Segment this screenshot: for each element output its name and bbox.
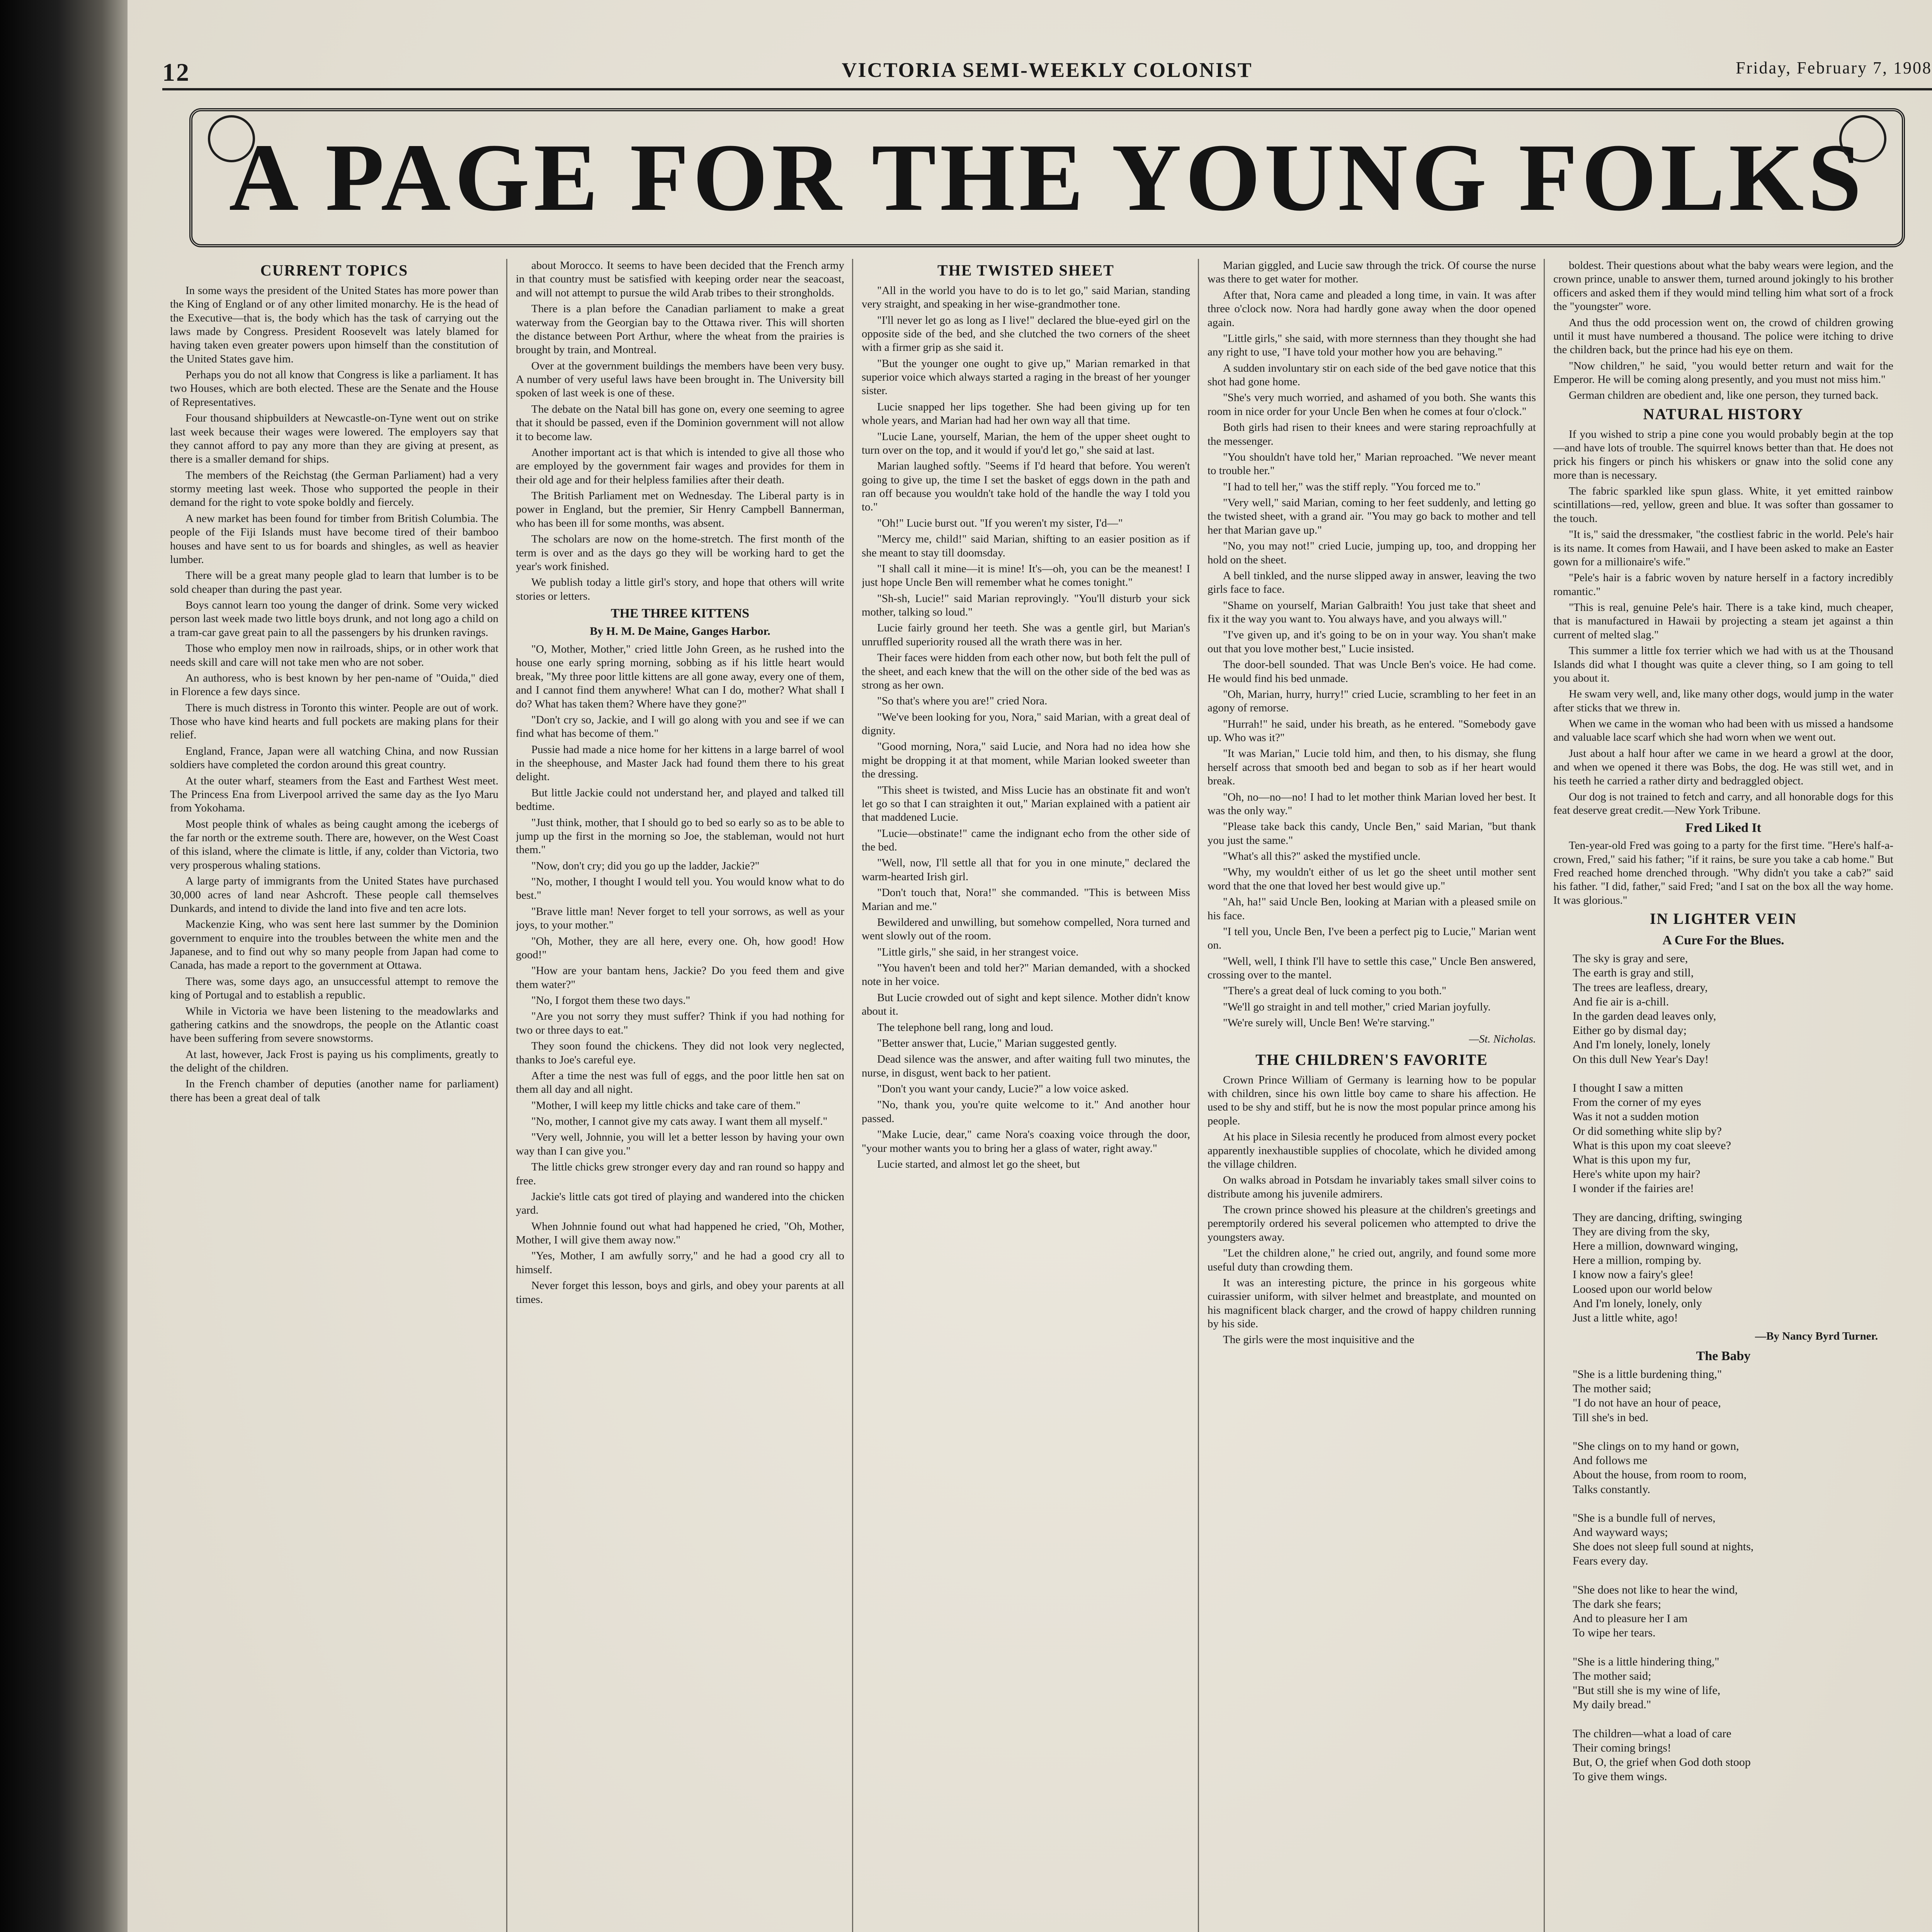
paragraph: A bell tinkled, and the nurse slipped away in answer, leaving the two girls face to face. [1208, 569, 1536, 596]
paragraph: When Johnnie found out what had happened he cried, "Oh, Mother, Mother, I will give them away now." [516, 1220, 844, 1247]
paragraph: "Oh, Mother, they are all here, every one. Oh, how good! How good!" [516, 935, 844, 961]
paragraph: "Don't you want your candy, Lucie?" a low voice asked. [877, 1083, 1129, 1095]
paragraph: boldest. Their questions about what the baby wears were legion, and the crown prince, unable to answer them, turned around jokingly to his brother officers and asked them if they would mind telling him what sort of a frock the "youngster" wore. [1553, 259, 1893, 313]
paragraph: "Hurrah!" he said, under his breath, as he entered. "Somebody gave up. Who was it?" [1208, 718, 1536, 744]
paragraph: about Morocco. It seems to have been decided that the French army in that country must be satisfied with keeping order near the seacoast, and will not attempt to pursue the wild Arab tribes to their strongholds. [516, 259, 844, 299]
paragraph: "What's all this?" asked the mystified uncle. [1223, 850, 1421, 862]
paragraph: Pussie had made a nice home for her kittens in a large barrel of wool in the sheephouse, and Master Jack had found them there to his great delight. [516, 743, 844, 783]
paragraph: At last, however, Jack Frost is paying us his compliments, greatly to the delight of the children. [170, 1048, 498, 1075]
paragraph: "We've been looking for you, Nora," said Marian, with a great deal of dignity. [862, 711, 1190, 737]
paragraph: In the French chamber of deputies (another name for parliament) there has been a great deal of talk [170, 1078, 498, 1104]
paragraph: "Now children," he said, "you would better return and wait for the Emperor. He will be coming along presently, and you must not miss him." [1553, 359, 1893, 386]
paragraph: After that, Nora came and pleaded a long time, in vain. It was after three o'clock now. Nora had hardly gone away when the door opened again. [1208, 289, 1536, 329]
childrens-favorite-heading: THE CHILDREN'S FAVORITE [1255, 1051, 1488, 1068]
page-banner [189, 108, 1905, 247]
twisted-sheet-heading: THE TWISTED SHEET [937, 262, 1114, 279]
paragraph: "Well, now, I'll settle all that for you in one minute," declared the warm-hearted Irish girl. [862, 857, 1190, 883]
column-2 [516, 259, 844, 1932]
paragraph: "Let the children alone," he cried out, angrily, and found some more useful duty than crowding them. [1208, 1247, 1536, 1273]
poem-cure-author: —By Nancy Byrd Turner. [1755, 1330, 1878, 1343]
three-kittens-body [516, 643, 844, 1306]
paragraph: Lucie fairly ground her teeth. She was a gentle girl, but Marian's unruffled superiority roused all the wrath there was in her. [862, 622, 1190, 648]
paragraph: "Mercy me, child!" said Marian, shifting to an easier position as if she meant to stay till doomsday. [862, 533, 1190, 559]
paragraph: "So that's where you are!" cried Nora. [877, 695, 1048, 707]
paragraph: This summer a little fox terrier which we had with us at the Thousand Islands did what I thought was quite a clever thing, so I am going to tell you about it. [1553, 645, 1893, 684]
paragraph: "Good morning, Nora," said Lucie, and Nora had no idea how she might be dropping it at that moment, while Marian looked sweeter than the dressing. [862, 740, 1190, 781]
paragraph: "Well, well, I think I'll have to settle this case," Uncle Ben answered, crossing over to the mantel. [1208, 955, 1536, 981]
page-number: 12 [162, 58, 190, 87]
paragraph: "No, I forgot them these two days." [531, 994, 690, 1007]
paragraph: A new market has been found for timber from British Columbia. The people of the Fiji Islands must have become tired of their bamboo houses and have sent to us for boards and shingles, as well as heavier lumber. [170, 512, 498, 566]
paragraph: "Better answer that, Lucie," Marian suggested gently. [877, 1037, 1117, 1049]
paragraph: "It was Marian," Lucie told him, and then, to his dismay, she flung herself across that smooth bed and began to sob as if her heart would break. [1208, 747, 1536, 787]
paragraph: "Little girls," she said, in her strangest voice. [877, 946, 1079, 958]
poem-cure-text: The sky is gray and sere, The earth is gray and still, The trees are leafless, dreary, And fie air is a-chill. In the garden dead leaves only, Either go by dismal day; And I'm lonely, lonely, lonely On this dull New Year's Day! I thought I saw a mitten From the corner of my eyes Was it not a sudden motion Or did something white slip by? What is this upon my coat sleeve? What is this upon my fur, Here's white upon my hair? I wonder if the fairies are! They are dancing, drifting, swinging They are diving from the sky, Here a million, downward winging, Here a million, romping by. I know now a fairy's glee! Loosed upon our world below And I'm lonely, lonely, only Just a little white, ago! [1573, 952, 1742, 1324]
paragraph: "I had to tell her," was the stiff reply. "You forced me to." [1223, 480, 1481, 493]
paragraph: The crown prince showed his pleasure at the children's greetings and peremptorily ordered his several policemen who attempted to drive the youngsters away. [1208, 1204, 1536, 1243]
column-5 [1553, 259, 1893, 1932]
banner-ornament-left [208, 115, 255, 162]
poem-cure-title: A Cure For the Blues. [1662, 933, 1784, 947]
paragraph: Most people think of whales as being caught among the icebergs of the far north or the extreme south. There are, however, on the West Coast of this island, where the climate is little, if any, colder than Victoria, two very prosperous whaling stations. [170, 818, 498, 871]
paper-name: VICTORIA SEMI-WEEKLY COLONIST [842, 58, 1253, 82]
paragraph: After a time the nest was full of eggs, and the poor little hen sat on them all day and all night. [516, 1069, 844, 1096]
paragraph: The girls were the most inquisitive and the [1223, 1333, 1415, 1346]
paragraph: "No, mother, I thought I would tell you. You would know what to do best." [516, 876, 844, 902]
paragraph: "No, mother, I cannot give my cats away. I want them all myself." [531, 1115, 828, 1128]
column-3 [862, 259, 1190, 1932]
paragraph: "We're surely will, Uncle Ben! We're starving." [1223, 1017, 1435, 1029]
paragraph: The little chicks grew stronger every day and ran round so happy and free. [516, 1161, 844, 1187]
paragraph: In some ways the president of the United States has more power than the King of England or of any other limited monarchy. He is the head of the Executive—that is, the body which has the task of carrying out the laws made by Congress. President Roosevelt was lately blamed for having taken even greater powers upon himself than the constitution of the United States gave him. [170, 284, 498, 365]
paragraph: While in Victoria we have been listening to the meadowlarks and gathering catkins and the snowdrops, the people on the Atlantic coast have been suffering from severe snowstorms. [170, 1005, 498, 1045]
paragraph: "Oh, Marian, hurry, hurry!" cried Lucie, scrambling to her feet in an agony of remorse. [1208, 688, 1536, 714]
paragraph: "Lucie—obstinate!" came the indignant echo from the other side of the bed. [862, 827, 1190, 854]
paragraph: "I shall call it mine—it is mine! It's—oh, you can be the meanest! I just hope Uncle Ben will remember what he comes tonight." [862, 562, 1190, 589]
banner-title: A PAGE FOR THE YOUNG FOLKS [229, 124, 1866, 231]
childrens-favorite-continued [1553, 259, 1893, 403]
paragraph: "Very well, Johnnie, you will let a better lesson by having your own way than I can give you." [516, 1131, 844, 1157]
paragraph: "O, Mother, Mother," cried little John Green, as he rushed into the house one early spring morning, sobbing as if his little heart would break, "My three poor little kittens are all gone away, every one of them, and I cannot find them anywhere! What can I do, mother? What shall I do? What has taken them? Where have they gone?" [516, 643, 844, 710]
paragraph: Perhaps you do not all know that Congress is like a parliament. It has two Houses, which are both elected. These are the Senate and the House of Representatives. [170, 369, 498, 408]
paragraph: Lucie snapped her lips together. She had been giving up for ten whole years, and Marian had had her own way all that time. [862, 400, 1190, 427]
paragraph: Our dog is not trained to fetch and carry, and all honorable dogs for this feat deserve great credit.—New York Tribune. [1553, 790, 1893, 817]
paragraph: "Mother, I will keep my little chicks and take care of them." [531, 1099, 801, 1112]
paragraph: "Oh!" Lucie burst out. "If you weren't my sister, I'd—" [877, 517, 1123, 529]
paragraph: Marian laughed softly. "Seems if I'd heard that before. You weren't going to give up, the time I set the basket of eggs down in the path and ran off because you wouldn't take hold of the handle the way I told you to." [862, 460, 1190, 514]
paragraph: "I've given up, and it's going to be on in your way. You shan't make out that you love mother best," Lucie insisted. [1208, 629, 1536, 655]
column-2-body [516, 259, 844, 603]
three-kittens-heading: THE THREE KITTENS [611, 606, 750, 621]
paragraph: The telephone bell rang, long and loud. [877, 1021, 1053, 1034]
natural-history-heading: NATURAL HISTORY [1643, 405, 1804, 423]
paragraph: "Sh-sh, Lucie!" said Marian reprovingly. "You'll disturb your sick mother, talking so loud." [862, 592, 1190, 619]
banner-ornament-right [1839, 115, 1886, 162]
paragraph: England, France, Japan were all watching China, and now Russian soldiers have completed the cordon around this great country. [170, 745, 498, 771]
paragraph: But little Jackie could not understand her, and played and talked till bedtime. [516, 786, 844, 813]
paragraph: "All in the world you have to do is to let go," said Marian, standing very straight, and speaking in her wise-grandmother tone. [862, 284, 1190, 311]
paragraph: When we came in the woman who had been with us missed a handsome and valuable lace scarf which she had worn when we went out. [1553, 718, 1893, 744]
paragraph: Both girls had risen to their knees and were staring reproachfully at the messenger. [1208, 421, 1536, 447]
twisted-sheet-continued [1208, 259, 1536, 1030]
paragraph: "We'll go straight in and tell mother," cried Marian joyfully. [1223, 1000, 1491, 1013]
paragraph: Mackenzie King, who was sent here last summer by the Dominion government to enquire into the troubles between the white men and the Japanese, and to find out why so many people from Japan had come to Canada, has made a report to the government at Ottawa. [170, 918, 498, 972]
paragraph: An authoress, who is best known by her pen-name of "Ouida," died in Florence a few days since. [170, 672, 498, 698]
paragraph: At his place in Silesia recently he produced from almost every pocket apparently inexhaustible supplies of chocolate, which he divided among the village children. [1208, 1131, 1536, 1170]
paragraph: "Just think, mother, that I should go to bed so early so as to be able to jump up the first in the morning so Joe, the stableman, would not hurt them." [516, 816, 844, 856]
current-topics-heading: CURRENT TOPICS [260, 262, 408, 279]
column-divider [1198, 259, 1199, 1932]
paragraph: Crown Prince William of Germany is learning how to be popular with children, since his own little boy came to share his affection. He used to be shy and stiff, but he is now the most popular prince among his people. [1208, 1073, 1536, 1127]
paragraph: "But the younger one ought to give up," Marian remarked in that superior voice which always started a raging in the breast of her younger sister. [862, 357, 1190, 397]
natural-history-body [1553, 428, 1893, 818]
paragraph: Never forget this lesson, boys and girls, and obey your parents at all times. [516, 1279, 844, 1306]
paragraph: "Are you not sorry they must suffer? Think if you had nothing for two or three days to eat." [516, 1010, 844, 1036]
paragraph: If you wished to strip a pine cone you would probably begin at the top—and have lots of trouble. The squirrel knows better than that. He does not prick his fingers or pinch his whiskers or gnaw into the solid cone any more than is necessary. [1553, 428, 1893, 481]
paragraph: Bewildered and unwilling, but somehow compelled, Nora turned and went slowly out of the room. [862, 916, 1190, 942]
paragraph: Just about a half hour after we came in we heard a growl at the door, and when we opened it there was Bobs, the dog. He was still wet, and in his teeth he carried a rather dirty and bedraggled object. [1553, 747, 1893, 787]
paragraph: We publish today a little girl's story, and hope that others will write stories or letters. [516, 576, 844, 602]
paragraph: "Don't touch that, Nora!" she commanded. "This is between Miss Marian and me." [862, 886, 1190, 913]
paragraph: "It is," said the dressmaker, "the costliest fabric in the world. Pele's hair is its name. It comes from Hawaii, and I have been asked to make an Easter gown for a millionaire's wife." [1553, 528, 1893, 568]
column-1 [170, 259, 498, 1932]
paragraph: "There's a great deal of luck coming to you both." [1223, 985, 1447, 997]
paragraph: "This sheet is twisted, and Miss Lucie has an obstinate fit and won't let go so that I can straighten it out," Marian explained with a patient air that maddened Lucie. [862, 784, 1190, 824]
paragraph: The door-bell sounded. That was Uncle Ben's voice. He had come. He would find his bed unmade. [1208, 658, 1536, 685]
paragraph: "Pele's hair is a fabric woven by nature herself in a factory incredibly romantic." [1553, 571, 1893, 598]
paragraph: "Please take back this candy, Uncle Ben," said Marian, "but thank you just the same." [1208, 820, 1536, 847]
paragraph: "Now, don't cry; did you go up the ladder, Jackie?" [531, 859, 760, 872]
column-divider [852, 259, 853, 1932]
paragraph: There will be a great many people glad to learn that lumber is to be sold cheaper than during the past year. [170, 569, 498, 595]
paragraph: "Ah, ha!" said Uncle Ben, looking at Marian with a pleased smile on his face. [1208, 896, 1536, 922]
paragraph: A large party of immigrants from the United States have purchased 30,000 acres of land near Ashcroft. These people call themselves Dunkards, and intend to divide the land into five and ten acre lots. [170, 875, 498, 915]
paragraph: "You shouldn't have told her," Marian reproached. "We never meant to trouble her." [1208, 451, 1536, 477]
paragraph: They soon found the chickens. They did not look very neglected, thanks to Joe's careful eye. [516, 1040, 844, 1066]
issue-date: Friday, February 7, 1908 [1736, 58, 1932, 77]
paragraph: "Shame on yourself, Marian Galbraith! You just take that sheet and fix it the way you want to. You always have, and you always will." [1208, 599, 1536, 625]
poem-baby-text: "She is a little burdening thing," The mother said; "I do not have an hour of peace, Till she's in bed. "She clings on to my hand or gown, And follows me About the house, from room to room, Talks constantly. "She is a bundle full of nerves, And wayward ways; She does not sleep full sound at nights, Fears every day. "She does not like to hear the wind, The dark she fears; And to pleasure her I am To wipe her tears. "She is a little hindering thing," The mother said; "But still she is my wine of life, My daily bread." The children—what a load of care Their coming brings! But, O, the grief when God doth stoop To give them wings. [1573, 1368, 1754, 1783]
paragraph: Their faces were hidden from each other now, but both felt the pull of the sheet, and each knew that the will on the other side of the bed was as strong as her own. [862, 651, 1190, 691]
column-divider [506, 259, 507, 1932]
paragraph: Jackie's little cats got tired of playing and wandered into the chicken yard. [516, 1190, 844, 1217]
paragraph: "I'll never let go as long as I live!" declared the blue-eyed girl on the opposite side of the bed, and she clutched the two corners of the sheet with a firmer grip as she said it. [862, 314, 1190, 354]
paragraph: "Lucie Lane, yourself, Marian, the hem of the upper sheet ought to turn over on the top, and it would if you'd let go," she said at last. [862, 430, 1190, 456]
story-credit: —St. Nicholas. [1469, 1032, 1536, 1045]
paragraph: "Yes, Mother, I am awfully sorry," and he had a good cry all to himself. [516, 1250, 844, 1276]
paragraph: On walks abroad in Potsdam he invariably takes small silver coins to distribute among his juvenile admirers. [1208, 1174, 1536, 1200]
book-binding [0, 0, 128, 1932]
paragraph: Marian giggled, and Lucie saw through the trick. Of course the nurse was there to get water for mother. [1208, 259, 1536, 286]
paragraph: There is a plan before the Canadian parliament to make a great waterway from the Georgian bay to the Ottawa river. This will shorten the distance between Port Arthur, where the wheat from the prairies is brought by train, and Montreal. [516, 303, 844, 356]
paragraph: There was, some days ago, an unsuccessful attempt to remove the king of Portugal and to establish a republic. [170, 975, 498, 1002]
paragraph: Dead silence was the answer, and after waiting full two minutes, the nurse, in disgust, went back to her patient. [862, 1053, 1190, 1079]
paragraph: "Little girls," she said, with more sternness than they thought she had any right to use, "I have told your mother how you are behaving." [1208, 332, 1536, 359]
paragraph: "Why, my wouldn't either of us let go the sheet until mother sent word that the one that loved her best would give up." [1208, 866, 1536, 892]
fred-liked-it-text: Ten-year-old Fred was going to a party for the first time. "Here's half-a-crown, Fred," said his father; "if it rains, be sure you take a cab home." But Fred reached home drenched through. "Why didn't you take a cab?" said his father. "I did, father," said Fred; "and I sat on the box all the way home. It was glorious." [1553, 839, 1893, 906]
paragraph: Lucie started, and almost let go the sheet, but [877, 1158, 1080, 1170]
column-divider [1544, 259, 1545, 1932]
paragraph: The scholars are now on the home-stretch. The first month of the term is over and as the days go they will be working hard to get the year's work finished. [516, 533, 844, 573]
paragraph: "Don't cry so, Jackie, and I will go along with you and see if we can find what has become of them." [516, 713, 844, 740]
paragraph: "Very well," said Marian, coming to her feet suddenly, and letting go the twisted sheet, with a grand air. "You may go back to mother and tell her that Marian gave up." [1208, 497, 1536, 536]
paragraph: "She's very much worried, and ashamed of you both. She wants this room in nice order for your Uncle Ben when he comes at four o'clock." [1208, 391, 1536, 418]
paragraph: "You haven't been and told her?" Marian demanded, with a shocked note in her voice. [862, 962, 1190, 988]
paragraph: A sudden involuntary stir on each side of the bed gave notice that this shot had gone home. [1208, 362, 1536, 388]
twisted-sheet-body [862, 284, 1190, 1172]
current-topics-body [170, 284, 498, 1105]
three-kittens-byline: By H. M. De Maine, Ganges Harbor. [590, 625, 770, 638]
paragraph: Another important act is that which is intended to give all those who are employed by the government fair wages and provides for them in their old age and for their helpless families after their death. [516, 446, 844, 486]
paragraph: "How are your bantam hens, Jackie? Do you feed them and give them water?" [516, 964, 844, 991]
paragraph: It was an interesting picture, the prince in his gorgeous white cuirassier uniform, with silver helmet and breastplate, and mounted on his magnificent black charger, and the crowd of happy children running by his side. [1208, 1276, 1536, 1330]
newspaper-page [128, 0, 1932, 1932]
paragraph: Four thousand shipbuilders at Newcastle-on-Tyne went out on strike last week because their wages were lowered. The employers say that they cannot afford to pay any more than they are giving at present, as there is a smaller demand for ships. [170, 412, 498, 466]
paragraph: "Brave little man! Never forget to tell your sorrows, as well as your joys, to your mother." [516, 905, 844, 932]
header-rule [162, 88, 1932, 90]
column-4 [1208, 259, 1536, 1932]
paragraph: "No, thank you, you're quite welcome to it." And another hour passed. [862, 1099, 1190, 1125]
paragraph: There is much distress in Toronto this winter. People are out of work. Those who have kind hearts and full pockets are making plans for their relief. [170, 701, 498, 742]
paragraph: The members of the Reichstag (the German Parliament) had a very stormy meeting last week. Those who supported the people in their demand for the right to vote spoke boldly and fiercely. [170, 469, 498, 509]
paragraph: The fabric sparkled like spun glass. White, it yet emitted rainbow scintillations—red, yellow, green and blue. It was softer than gossamer to the touch. [1553, 485, 1893, 525]
lighter-vein-heading: IN LIGHTER VEIN [1650, 910, 1797, 928]
paragraph: He swam very well, and, like many other dogs, would jump in the water after sticks that we threw in. [1553, 688, 1893, 714]
paragraph: And thus the odd procession went on, the crowd of children growing until it must have numbered a thousand. The police were itching to drive the children back, but the prince had his eye on them. [1553, 316, 1893, 356]
paragraph: The British Parliament met on Wednesday. The Liberal party is in power in England, but the premier, Sir Henry Campbell Bannerman, who has been ill for some months, was absent. [516, 490, 844, 529]
poem-baby-title: The Baby [1696, 1349, 1751, 1363]
paragraph: "Make Lucie, dear," came Nora's coaxing voice through the door, "your mother wants you to bring her a glass of water, right away." [862, 1128, 1190, 1155]
paragraph: Those who employ men now in railroads, ships, or in other work that needs skill and care will not take men who are not sober. [170, 642, 498, 668]
paragraph: But Lucie crowded out of sight and kept silence. Mother didn't know about it. [862, 991, 1190, 1018]
paragraph: Over at the government buildings the members have been very busy. A number of very useful laws have been brought in. The University bill spoken of last week is one of these. [516, 359, 844, 400]
paragraph: "Oh, no—no—no! I had to let mother think Marian loved her best. It was the only way." [1208, 791, 1536, 817]
paragraph: Boys cannot learn too young the danger of drink. Some very wicked person last week made two little boys drunk, and not long ago a child on a tram-car gave great pain to all the passengers by his drunken ravings. [170, 599, 498, 639]
fred-liked-it-heading: Fred Liked It [1685, 820, 1761, 835]
paragraph: German children are obedient and, like one person, they turned back. [1569, 389, 1879, 402]
page-header [162, 58, 1932, 87]
paragraph: The debate on the Natal bill has gone on, every one seeming to agree that it should be passed, even if the Dominion government will not allow it to become law. [516, 403, 844, 443]
paragraph: "This is real, genuine Pele's hair. There is a take kind, much cheaper, that is manufactured in Hawaii by projecting a steam jet against a thin current of melted slag." [1553, 601, 1893, 641]
childrens-favorite-body [1208, 1073, 1536, 1347]
paragraph: At the outer wharf, steamers from the East and Farthest West meet. The Princess Ena from Liverpool arrived the same day as the Iyo Maru from Yokohama. [170, 774, 498, 815]
paragraph: "No, you may not!" cried Lucie, jumping up, too, and dropping her hold on the sheet. [1208, 540, 1536, 566]
paragraph: "I tell you, Uncle Ben, I've been a perfect pig to Lucie," Marian went on. [1208, 925, 1536, 952]
